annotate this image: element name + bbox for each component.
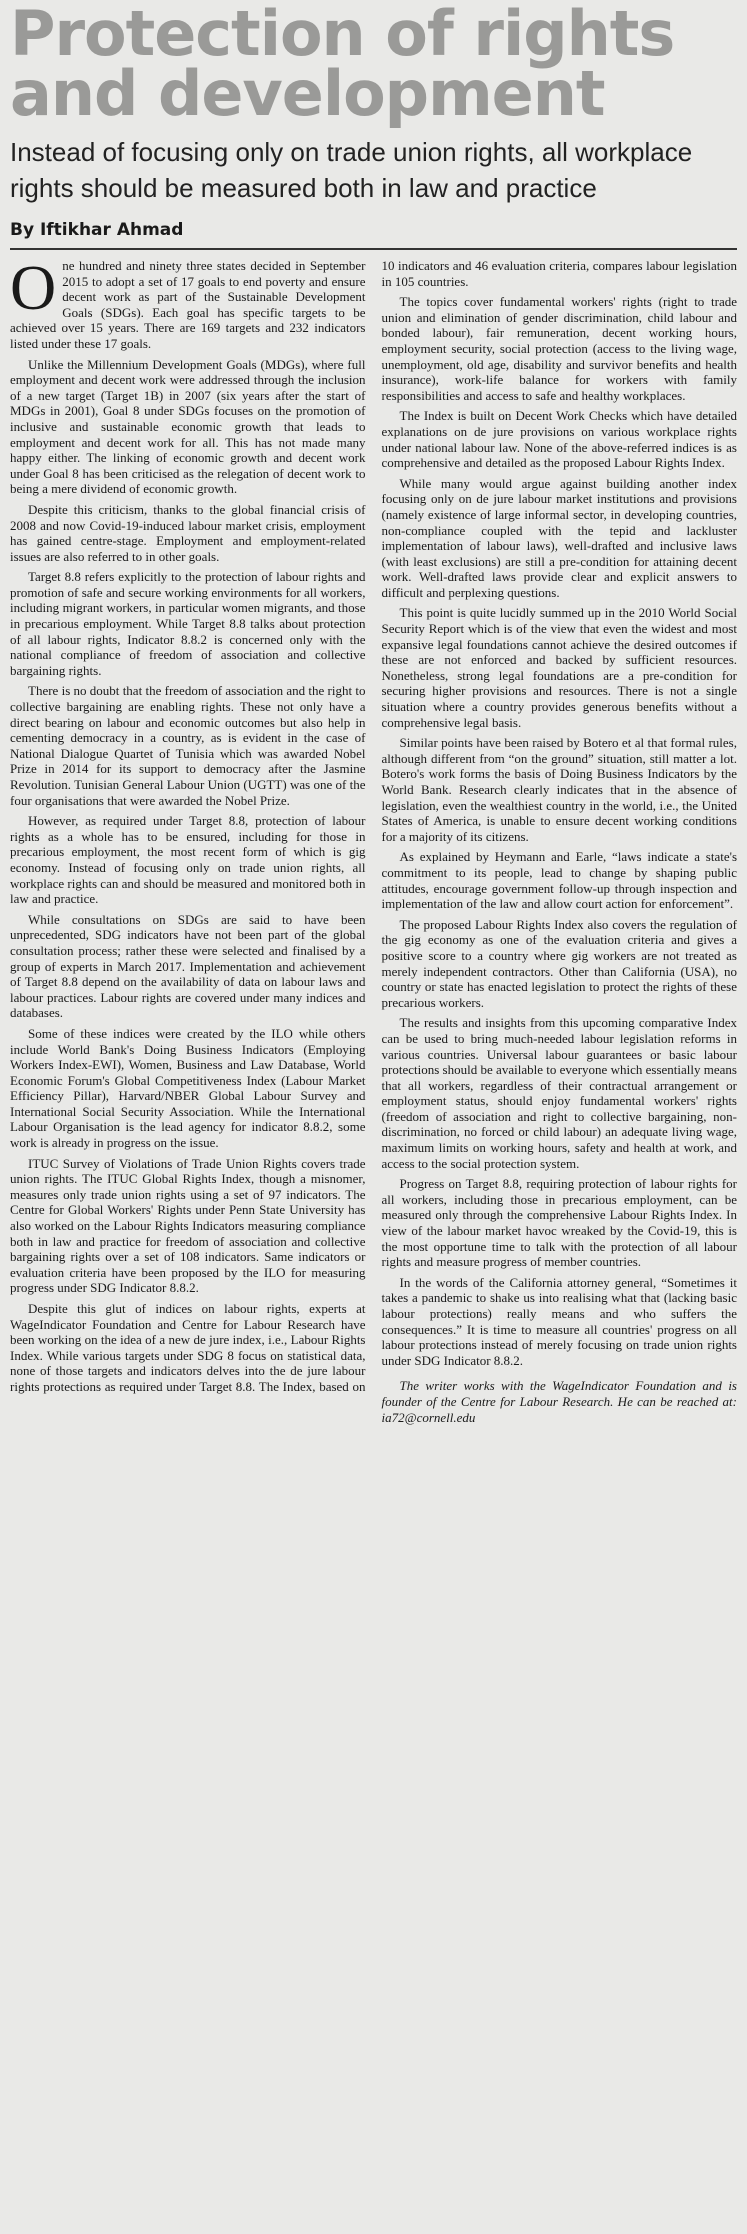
paragraph: ITUC Survey of Violations of Trade Union Rights covers trade union rights. The ITUC Global Rights Index, though a misnomer, measures only trade union rights using a set of 97 indicators. The Centre for Global Workers' Rights under Penn State University has also worked on the Labour Rights Indicators measuring compliance both in law and practice for freedom of association and collective bargaining rights over a set of 108 indicators. Same indicators or evaluation criteria have been proposed by the ILO for measuring progress under SDG Indicator 8.8.2. [10,1155,366,1296]
paragraph: Target 8.8 refers explicitly to the protection of labour rights and promotion of safe and secure working environments for all workers, including migrant workers, in particular women migrants, and those in precarious employment. While Target 8.8 talks about protection of all labour rights, Indicator 8.8.2 is concerned only with the national compliance of freedom of association and collective bargaining rights. [10,569,366,678]
drop-cap: O [10,252,57,323]
paragraph: Progress on Target 8.8, requiring protection of labour rights for all workers, including those in precarious employment, can be measured only through the comprehensive Labour Rights Index. In view of the labour market havoc wreaked by the Covid-19, this is the most opportune time to talk with the protection of all labour rights and measure progress of member countries. [381,1176,737,1270]
author-signoff: The writer works with the WageIndicator Foundation and is founder of the Centre for Labour Research. He can be reached at: ia72@cornell.edu [381,1378,737,1425]
paragraph: This point is quite lucidly summed up in the 2010 World Social Security Report which is of the view that even the widest and most expansive legal foundations cannot achieve the desired outcomes if these are not enforced and backed by sufficient resources. Nonetheless, strong legal foundations are a pre-condition for securing higher provisions and resources. There is not a single situation where a country provides generous benefits without a comprehensive legal basis. [381,605,737,730]
paragraph: As explained by Heymann and Earle, “laws indicate a state's commitment to its people, lead to change by shaping public attitudes, encourage government follow-up through inspection and implementation of the law and allow court action for enforcement”. [381,849,737,912]
paragraph: There is no doubt that the freedom of association and the right to collective bargaining are enabling rights. These not only have a direct bearing on labour and economic outcomes but also help in cementing democracy in a country, as is evident in the case of National Dialogue Quartet of Tunisia which was awarded Nobel Prize in 2014 for its support to democracy after the Jasmine Revolution. Tunisian General Labour Union (UGTT) was one of the four organisations that were awarded the Nobel Prize. [10,683,366,808]
deck: Instead of focusing only on trade union rights, all workplace rights should be measured both in law and practice [10,137,693,203]
paragraph: While many would argue against building another index focusing only on de jure labour market institutions and provisions (namely existence of large informal sector, in developing countries, non-compliance coupled with the tepid and lackluster implementation of labour laws), well-drafted and inclusive laws (with least exclusions) are still a pre-condition for attaining decent work. Well-drafted laws provide clear and explicit answers to difficult and perplexing questions. [381,475,737,600]
paragraph: Unlike the Millennium Development Goals (MDGs), where full employment and decent work were addressed through the inclusion of a new target (Target 1B) in 2007 (six years after the start of MDGs in 2001), Goal 8 under SDGs focuses on the promotion of inclusive and sustainable economic growth that leads to employment and decent work for all. This has not made many happy either. The linking of economic growth and decent work under Goal 8 has been criticised as the relegation of decent work to being a mere dividend of economic growth. [10,356,366,497]
headline: Protection of rights and development [10,0,675,130]
paragraph: While consultations on SDGs are said to have been unprecedented, SDG indicators have not been part of the global consultation process; rather these were selected and finalised by a group of experts in March 2017. Implementation and achievement of Target 8.8 depend on the availability of data on labour laws and labour practices. Labour rights are covered under many indices and databases. [10,911,366,1021]
paragraph: However, as required under Target 8.8, protection of labour rights as a whole has to be ensured, including for those in precarious employment, the most recent form of which is gig economy. Instead of focusing only on trade union rights, all workplace rights can and should be measured and monitored both in law and practice. [10,813,366,907]
paragraph: Despite this glut of indices on labour rights, experts at WageIndicator Foundation and Centre for Labour Research have been working on the idea of a new de jure index, i.e., Labour Rights Index. While various targets under SDG 8 focus on statistical data, none of those targets and indicators delves into the de jure labour rights protections as required under Target 8.8. The Index, based on 10 indicators and 46 evaluation criteria, compares labour legislation in 105 countries. [10,258,737,1394]
first-paragraph [10,252,366,352]
divider [10,248,737,250]
paragraph: The proposed Labour Rights Index also covers the regulation of the gig economy as one of the evaluation criteria and gives a positive score to a country where gig workers are not treated as merely independent contractors. Other than California (USA), no country or state has enacted legislation to protect the rights of these precarious workers. [381,916,737,1010]
paragraph: The topics cover fundamental workers' rights (right to trade union and elimination of gender discrimination, child labour and bonded labour), fair remuneration, decent working hours, employment security, social protection (access to the living wage, unemployment, old age, disability and survivor benefits and health insurance), work-life balance for workers with family responsibilities and access to safe and healthy workplaces. [381,294,737,403]
paragraph: Despite this criticism, thanks to the global financial crisis of 2008 and now Covid-19-induced labour market crisis, employment has gained centre-stage. Employment and employment-related issues are also referred to in other goals. [10,501,366,564]
paragraph: Similar points have been raised by Botero et al that formal rules, although different from “on the ground” situation, still matter a lot. Botero's work forms the basis of Doing Business Indicators by the World Bank. Research clearly indicates that in the absence of legislation, even the wealthiest country in the world, i.e., the United States of America, is unable to ensure decent working conditions for a majority of its citizens. [381,735,737,844]
paragraph: The Index is built on Decent Work Checks which have detailed explanations on de jure provisions on various workplace rights under national labour law. None of the above-referred indices is as comprehensive and detailed as the proposed Labour Rights Index. [381,408,737,471]
paragraph: Some of these indices were created by the ILO while others include World Bank's Doing Business Indicators (Employing Workers Index-EWI), Women, Business and Law Database, World Economic Forum's Global Competitiveness Index (Labour Market Efficiency Pillar), Harvard/NBER Global Labour Survey and International Social Security Association. While the International Labour Organisation is the lead agency for indicator 8.8.2, some work is already in progress on the issue. [10,1025,366,1151]
byline: By Iftikhar Ahmad [10,220,184,240]
first-paragraph-text: ne hundred and ninety three states decided in September 2015 to adopt a set of 17 goals to end poverty and ensure decent work as part of the Sustainable Development Goals (SDGs). Each goal has specific targets to be achieved over 15 years. There are 169 targets and 232 indicators listed under these 17 goals. [10,258,366,351]
article-body [10,252,737,1425]
paragraph: In the words of the California attorney general, “Sometimes it takes a pandemic to shake us into realising what that (lacking basic labour protections) really means and who suffers the consequences.” It is time to measure all countries' progress on all labour protections instead of merely focusing on trade union rights under SDG Indicator 8.8.2. [381,1274,737,1368]
paragraph: The results and insights from this upcoming comparative Index can be used to bring much-needed labour legislation reforms in various countries. Universal labour guarantees or basic labour protections should be available to everyone which essentially means that all workers, regardless of their contractual arrangement or employment status, should enjoy fundamental workers' rights (freedom of association and right to collective bargaining, non-discrimination, no forced or child labour) an adequate living wage, maximum limits on working hours, safety and health at work, and access to the social protection system. [381,1015,737,1171]
